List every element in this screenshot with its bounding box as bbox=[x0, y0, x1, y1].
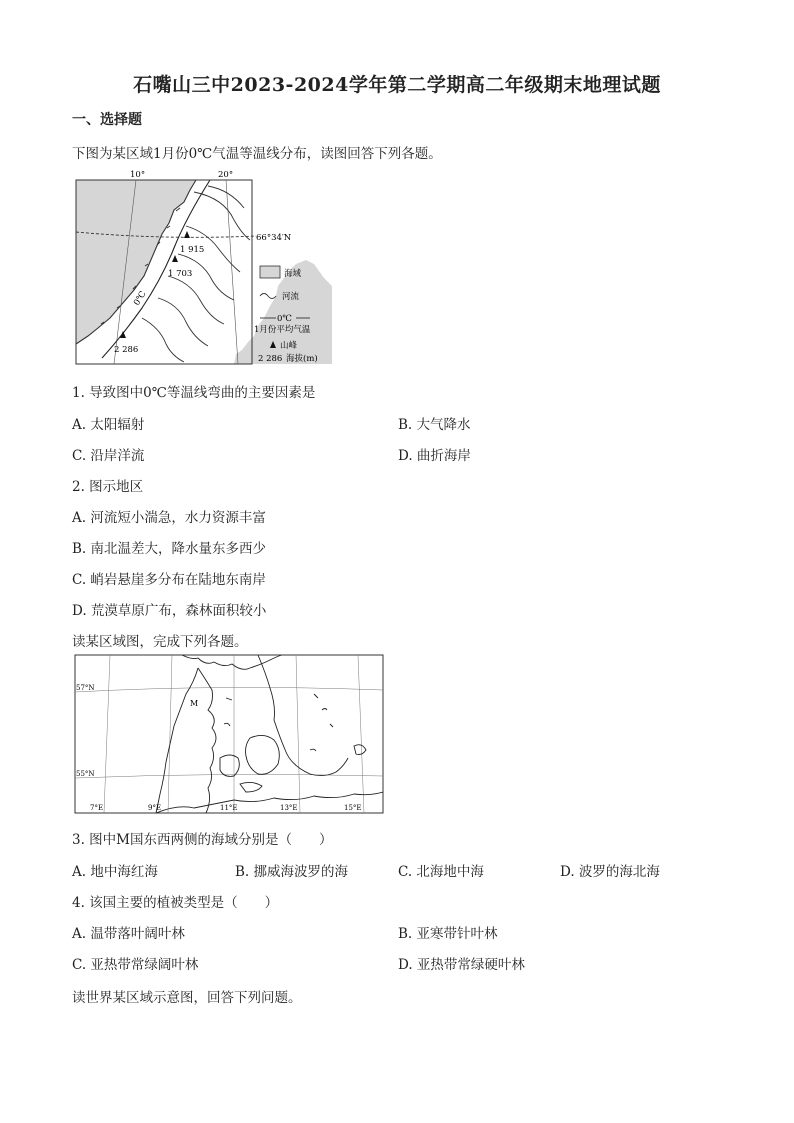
peak-icon bbox=[172, 255, 178, 262]
legend-peak-label: 山峰 bbox=[280, 341, 298, 351]
question-1-option-d[interactable]: D. 曲折海岸 bbox=[398, 448, 471, 464]
peak-icon bbox=[120, 331, 126, 338]
river bbox=[158, 298, 208, 346]
legend-peak-example: 2 286 bbox=[258, 354, 283, 364]
question-4-option-c[interactable]: C. 亚热带常绿阔叶林 bbox=[72, 957, 199, 973]
lon-label: 11°E bbox=[220, 804, 238, 812]
lon-label: 13°E bbox=[280, 804, 298, 812]
isotherm-map bbox=[74, 168, 334, 368]
map2-frame bbox=[75, 655, 383, 813]
question-4-option-a[interactable]: A. 温带落叶阔叶林 bbox=[72, 926, 185, 942]
river bbox=[142, 318, 184, 362]
question-2-option-d[interactable]: D. 荒漠草原广布，森林面积较小 bbox=[72, 603, 267, 619]
lon-label-10: 10° bbox=[130, 170, 146, 180]
question-2-option-a[interactable]: A. 河流短小湍急，水力资源丰富 bbox=[72, 510, 266, 526]
lon-label: 15°E bbox=[344, 804, 362, 812]
page-title: 石嘴山三中2023-2024学年第二学期高二年级期末地理试题 bbox=[133, 74, 661, 96]
question-1-option-b[interactable]: B. 大气降水 bbox=[398, 417, 471, 433]
section-heading: 一、选择题 bbox=[72, 112, 142, 128]
question-1-option-a[interactable]: A. 太阳辐射 bbox=[72, 417, 145, 433]
question-1-stem: 1. 导致图中0℃等温线弯曲的主要因素是 bbox=[72, 385, 316, 401]
question-2-option-c[interactable]: C. 峭岩悬崖多分布在陆地东南岸 bbox=[72, 572, 266, 588]
river bbox=[168, 276, 224, 324]
isotherm-label: 0℃ bbox=[132, 289, 149, 308]
question-4-option-d[interactable]: D. 亚热带常绿硬叶林 bbox=[398, 957, 525, 973]
legend-river-label: 河流 bbox=[282, 292, 300, 302]
peak-label: 1 915 bbox=[180, 245, 205, 255]
river bbox=[194, 192, 250, 240]
question-3-option-d[interactable]: D. 波罗的海北海 bbox=[560, 864, 660, 880]
peak-label: 2 286 bbox=[114, 345, 139, 355]
legend-sea-swatch bbox=[260, 266, 280, 278]
region-map bbox=[74, 654, 386, 816]
question-3-option-b[interactable]: B. 挪威海波罗的海 bbox=[235, 864, 349, 880]
legend-peak-desc: 海拔(m) bbox=[286, 354, 318, 364]
intro-2: 读某区域图，完成下列各题。 bbox=[72, 634, 248, 650]
lon-label: 9°E bbox=[148, 804, 162, 812]
lat-label-57: 57°N bbox=[76, 684, 95, 692]
country-m-label: M bbox=[190, 699, 199, 708]
lat-label: 66°34′N bbox=[256, 233, 292, 243]
peak-icon bbox=[184, 231, 190, 238]
lon-label: 7°E bbox=[90, 804, 104, 812]
question-1-option-c[interactable]: C. 沿岸洋流 bbox=[72, 448, 145, 464]
question-3-option-a[interactable]: A. 地中海红海 bbox=[72, 864, 158, 880]
legend-isotherm-value: 0℃ bbox=[277, 314, 292, 324]
intro-1: 下图为某区域1月份0℃气温等温线分布，读图回答下列各题。 bbox=[72, 146, 442, 162]
question-4-stem: 4. 该国主要的植被类型是（ ） bbox=[72, 895, 279, 911]
lon-label-20: 20° bbox=[218, 170, 234, 180]
meridian-20 bbox=[226, 180, 238, 364]
question-3-stem: 3. 图中M国东西两侧的海域分别是（ ） bbox=[72, 832, 333, 848]
question-2-option-b[interactable]: B. 南北温差大，降水量东多西少 bbox=[72, 541, 267, 557]
lat-label-55: 55°N bbox=[76, 770, 95, 778]
legend-isotherm-desc: 1月份平均气温 bbox=[254, 325, 311, 335]
peak-label: 1 703 bbox=[168, 269, 193, 279]
question-3-option-c[interactable]: C. 北海地中海 bbox=[398, 864, 484, 880]
intro-3: 读世界某区域示意图，回答下列问题。 bbox=[72, 990, 302, 1006]
legend-sea-label: 海域 bbox=[284, 269, 302, 279]
river bbox=[208, 186, 244, 208]
question-4-option-b[interactable]: B. 亚寒带针叶林 bbox=[398, 926, 498, 942]
question-2-stem: 2. 图示地区 bbox=[72, 479, 144, 495]
